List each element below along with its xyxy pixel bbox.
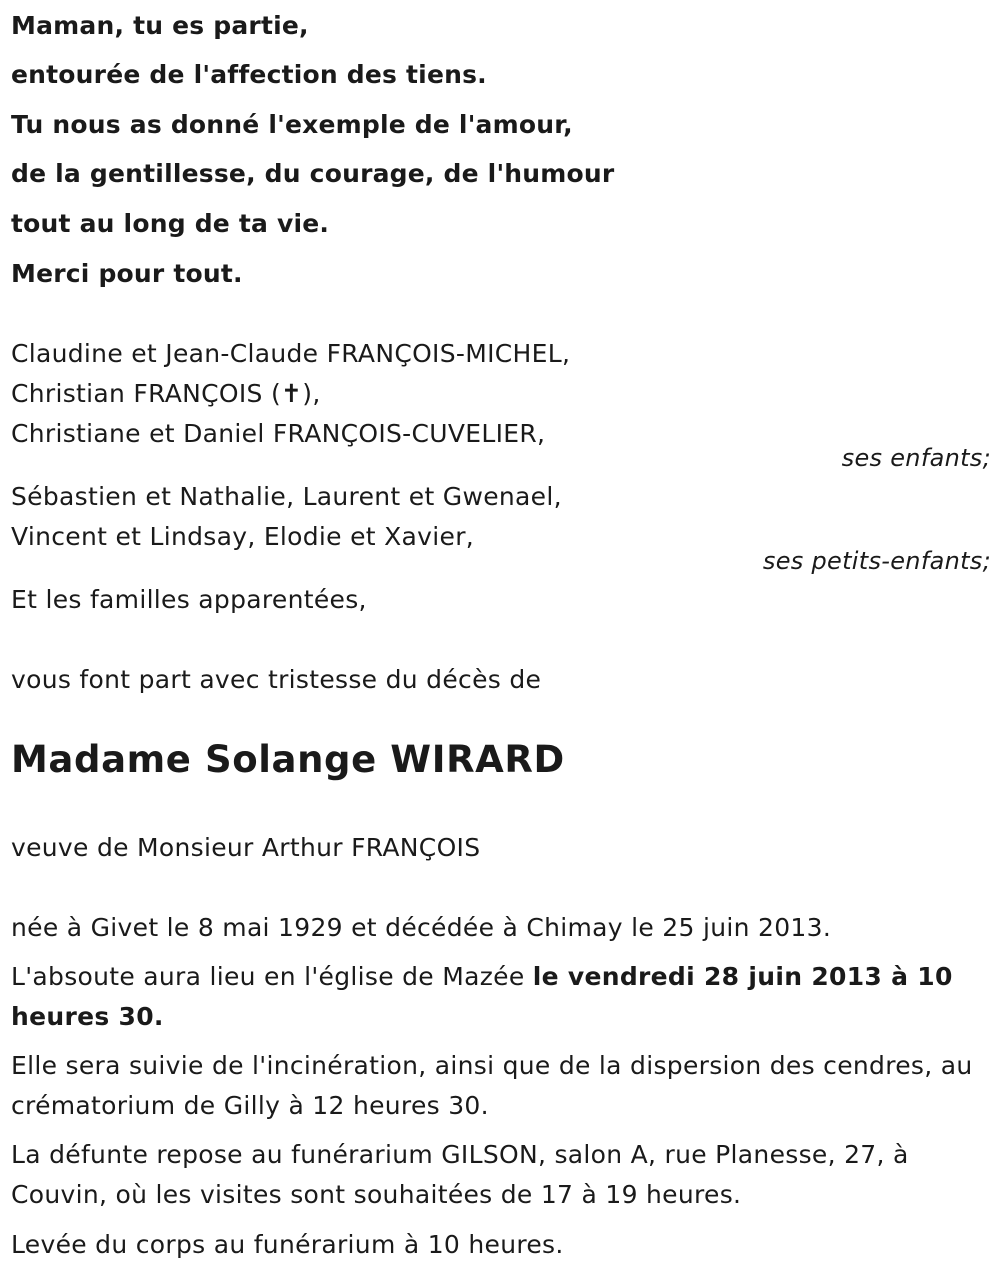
cremation-details: Elle sera suivie de l'incinération, ainsi que de la dispersion des cendres, au crématorium de Gilly à 12 heures 30. xyxy=(11,1051,973,1120)
families-line: Et les familles apparentées, xyxy=(11,585,367,614)
child-entry: Christiane et Daniel FRANÇOIS-CUVELIER, xyxy=(11,419,546,448)
poem-line: entourée de l'affection des tiens. xyxy=(11,60,487,89)
widow-of: veuve de Monsieur Arthur FRANÇOIS xyxy=(11,833,481,862)
children-role: ses enfants; xyxy=(841,444,991,472)
announcement: vous font part avec tristesse du décès de xyxy=(11,665,542,694)
ceremony-text: L'absoute aura lieu en l'église de Mazée xyxy=(11,962,533,991)
funeral-home-details: La défunte repose au funérarium GILSON, salon A, rue Planesse, 27, à Couvin, où les visites sont souhaitées de 17 à 19 heures. xyxy=(11,1140,909,1209)
birth-death: née à Givet le 8 mai 1929 et décédée à Chimay le 25 juin 2013. xyxy=(11,913,832,942)
poem-line: Tu nous as donné l'exemple de l'amour, xyxy=(11,110,573,139)
deceased-name: Madame Solange WIRARD xyxy=(11,738,565,781)
ceremony-details xyxy=(11,957,991,1037)
grandchildren-role: ses petits-enfants; xyxy=(762,547,991,575)
poem-line: Maman, tu es partie, xyxy=(11,11,309,40)
departure-details: Levée du corps au funérarium à 10 heures. xyxy=(11,1230,564,1259)
child-entry: Claudine et Jean-Claude FRANÇOIS-MICHEL, xyxy=(11,339,571,368)
poem-line: Merci pour tout. xyxy=(11,259,243,288)
ceremony-date: le vendredi 28 juin 2013 à 10 heures 30. xyxy=(11,962,953,1031)
poem-line: tout au long de ta vie. xyxy=(11,209,330,238)
grandchild-entry: Vincent et Lindsay, Elodie et Xavier, xyxy=(11,522,475,551)
poem-line: de la gentillesse, du courage, de l'humour xyxy=(11,159,615,188)
grandchild-entry: Sébastien et Nathalie, Laurent et Gwenael, xyxy=(11,482,562,511)
child-entry: Christian FRANÇOIS (✝), xyxy=(11,379,321,408)
